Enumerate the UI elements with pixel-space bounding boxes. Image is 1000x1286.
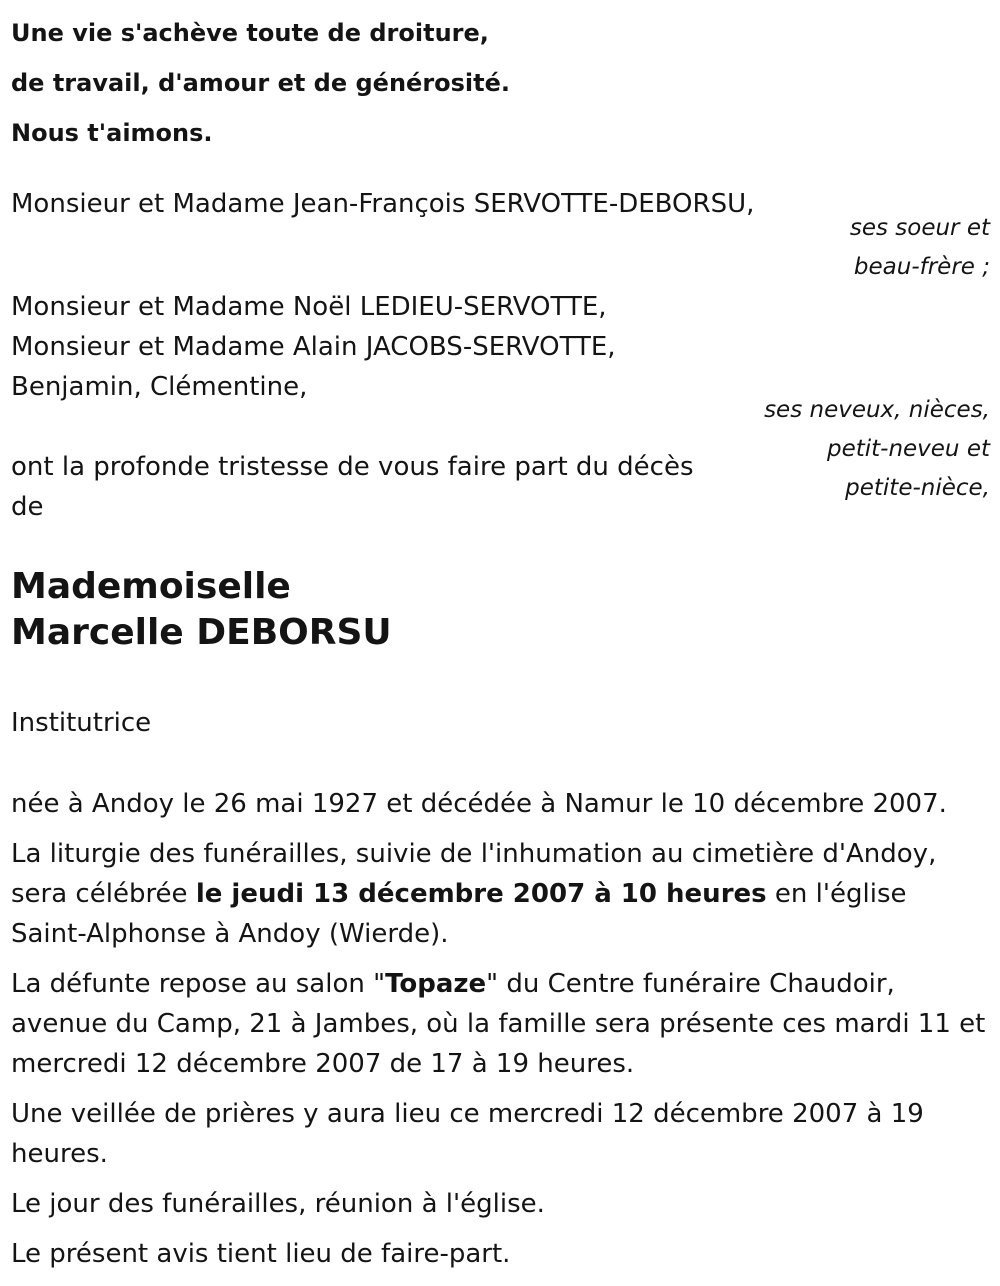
epigraph-line-3: Nous t'aimons. bbox=[11, 119, 213, 147]
nephew-couple-2: Monsieur et Madame Alain JACOBS-SERVOTTE, bbox=[11, 332, 616, 362]
announcement-line-1: ont la profonde tristesse de vous faire part du décès bbox=[11, 452, 694, 482]
liturgy-text-after: en l'église Saint-Alphonse à Andoy (Wierde). bbox=[11, 879, 907, 949]
liturgy-paragraph bbox=[11, 834, 986, 954]
epigraph-line-2: de travail, d'amour et de générosité. bbox=[11, 69, 511, 97]
sister-role bbox=[850, 209, 990, 287]
salon-name: Topaze bbox=[385, 969, 487, 999]
nephews-role-line-3: petite-nièce, bbox=[845, 475, 990, 501]
funeral-day-paragraph: Le jour des funérailles, réunion à l'église. bbox=[11, 1189, 545, 1219]
rest-paragraph bbox=[11, 964, 986, 1084]
sister-role-line-2: beau-frère ; bbox=[853, 254, 990, 280]
announcement-line-2: de bbox=[11, 492, 44, 522]
birth-death-paragraph: née à Andoy le 26 mai 1927 et décédée à Namur le 10 décembre 2007. bbox=[11, 789, 947, 819]
sister-role-line-1: ses soeur et bbox=[849, 215, 990, 241]
notice-paragraph: Le présent avis tient lieu de faire-part. bbox=[11, 1239, 511, 1269]
vigil-paragraph: Une veillée de prières y aura lieu ce mercredi 12 décembre 2007 à 19 heures. bbox=[11, 1099, 924, 1169]
deceased-name: Marcelle DEBORSU bbox=[11, 612, 392, 653]
epigraph bbox=[11, 8, 711, 158]
liturgy-text-before: La liturgie des funérailles, suivie de l'inhumation au cimetière d'Andoy, sera célébrée bbox=[11, 839, 937, 909]
epigraph-line-1: Une vie s'achève toute de droiture, bbox=[11, 19, 489, 47]
rest-text-before: La défunte repose au salon " bbox=[11, 969, 386, 999]
funeral-details bbox=[11, 784, 986, 1284]
rest-text-after: " du Centre funéraire Chaudoir, avenue du Camp, 21 à Jambes, où la famille sera présente ces mardi 11 et mercredi 12 décembre 2007 de 17 à 19 heures. bbox=[11, 969, 986, 1079]
deceased-title: Mademoiselle bbox=[11, 566, 291, 607]
nephew-couple-1: Monsieur et Madame Noël LEDIEU-SERVOTTE, bbox=[11, 292, 607, 322]
liturgy-date-time: le jeudi 13 décembre 2007 à 10 heures bbox=[195, 879, 767, 909]
nephews-role-line-1: ses neveux, nièces, bbox=[764, 397, 990, 423]
sister-couple: Monsieur et Madame Jean-François SERVOTTE-DEBORSU, bbox=[11, 189, 755, 219]
grand-children: Benjamin, Clémentine, bbox=[11, 372, 308, 402]
deceased-profession: Institutrice bbox=[11, 708, 152, 738]
nephews-role-line-2: petit-neveu et bbox=[826, 436, 990, 462]
deceased-name-block bbox=[11, 564, 392, 656]
nephews-role bbox=[764, 391, 990, 508]
